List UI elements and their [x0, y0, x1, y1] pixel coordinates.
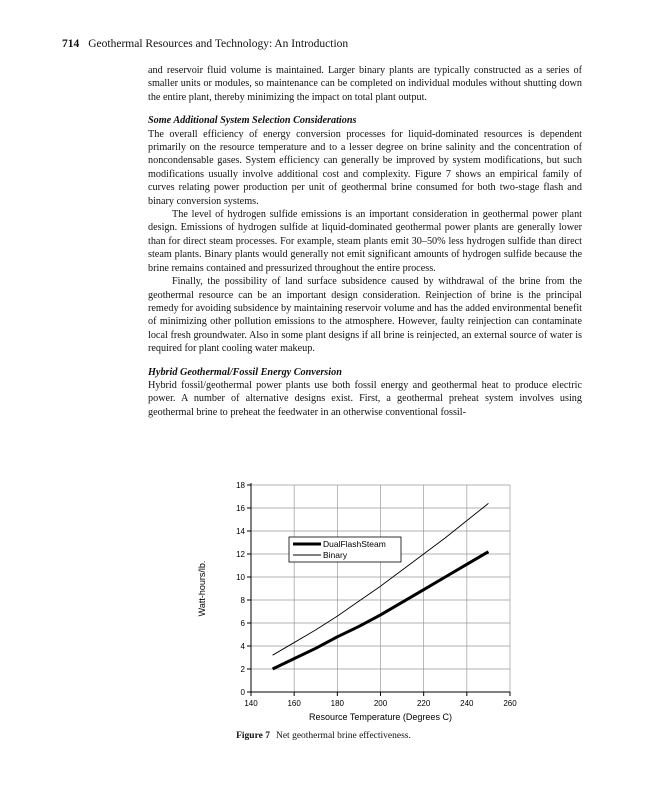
figure-7: [0, 470, 647, 760]
section-heading-hybrid: Hybrid Geothermal/Fossil Energy Conversion: [148, 366, 342, 378]
y-tick-label: 4: [240, 642, 245, 651]
page-number: 714: [62, 38, 80, 50]
paragraph-hydrogen-sulfide: The level of hydrogen sulfide emissions is an important consideration in geothermal power plant design. Emissions of hydrogen sulfide at liquid-dominated geothermal power plants are generally lower than for direct steam processes. For example, steam plants emit 30–50% less hydrogen sulfide than direct steam plants. Binary plants would generally not emit significant amounts of hydrogen sulfide because the brine remains contained and pressurized throughout the entire process.: [148, 209, 582, 274]
y-axis-label: Watt-hours/lb.: [197, 560, 207, 617]
figure-label: Figure 7: [236, 731, 270, 741]
x-tick-label: 200: [373, 699, 388, 708]
text-column: [148, 64, 582, 419]
running-title: Geothermal Resources and Technology: An Introduction: [88, 38, 349, 50]
figure-caption-text: Net geothermal brine effectiveness.: [275, 731, 411, 741]
y-tick-label: 12: [236, 550, 245, 559]
y-tick-label: 16: [236, 504, 245, 513]
y-tick-label: 2: [240, 665, 245, 674]
paragraph-continued: and reservoir fluid volume is maintained. Larger binary plants are typically constructed as a series of smaller units or modules, so maintenance can be completed on individual modules without shutting down the entire plant, thereby minimizing the impact on total plant output.: [148, 65, 582, 103]
running-header: [62, 38, 582, 50]
paragraph-hybrid: Hybrid fossil/geothermal power plants use both fossil energy and geothermal heat to produce electric power. A number of alternative designs exist. First, a geothermal preheat system involves using geothermal brine to preheat the feedwater in an otherwise conventional fossil-: [148, 379, 582, 418]
section-heading-system-selection: Some Additional System Selection Considerations: [148, 115, 357, 127]
y-tick-label: 10: [236, 573, 245, 582]
legend-label-binary: Binary: [323, 550, 348, 560]
x-tick-label: 180: [330, 699, 345, 708]
paragraph-efficiency: The overall efficiency of energy conversion processes for liquid-dominated resources is dependent primarily on the resource temperature and to a lesser degree on brine salinity and the concentration of noncondensable gases. System efficiency can generally be improved by system modifications, but such modifications usually involve additional cost and complexity. Figure 7 shows an empirical family of curves relating power production per unit of geothermal brine consumed for both two-stage flash and binary conversion systems.: [148, 128, 582, 207]
paragraph-subsidence: Finally, the possibility of land surface subsidence caused by withdrawal of the brine from the geothermal resource can be an important design consideration. Reinjection of brine is the principal remedy for avoiding subsidence by maintaining reservoir volume and has the added environmental benefit of minimizing other pollution emissions to the atmosphere. However, faulty reinjection can contaminate local fresh groundwater. Also in some plant designs if all brine is reinjected, an external source of water is required for plant cooling water makeup.: [148, 276, 582, 355]
legend-label-dualflashsteam: DualFlashSteam: [323, 539, 386, 549]
y-tick-label: 18: [236, 481, 245, 490]
x-tick-label: 220: [416, 699, 431, 708]
y-tick-label: 0: [240, 688, 245, 697]
y-tick-label: 6: [240, 619, 245, 628]
line-chart: [0, 470, 647, 730]
y-tick-label: 14: [236, 527, 245, 536]
x-tick-label: 160: [287, 699, 301, 708]
x-tick-label: 260: [503, 699, 517, 708]
x-tick-label: 240: [460, 699, 474, 708]
y-tick-label: 8: [240, 596, 245, 605]
x-tick-label: 140: [244, 699, 258, 708]
x-axis-label: Resource Temperature (Degrees C): [309, 712, 452, 722]
figure-caption: [0, 731, 647, 741]
